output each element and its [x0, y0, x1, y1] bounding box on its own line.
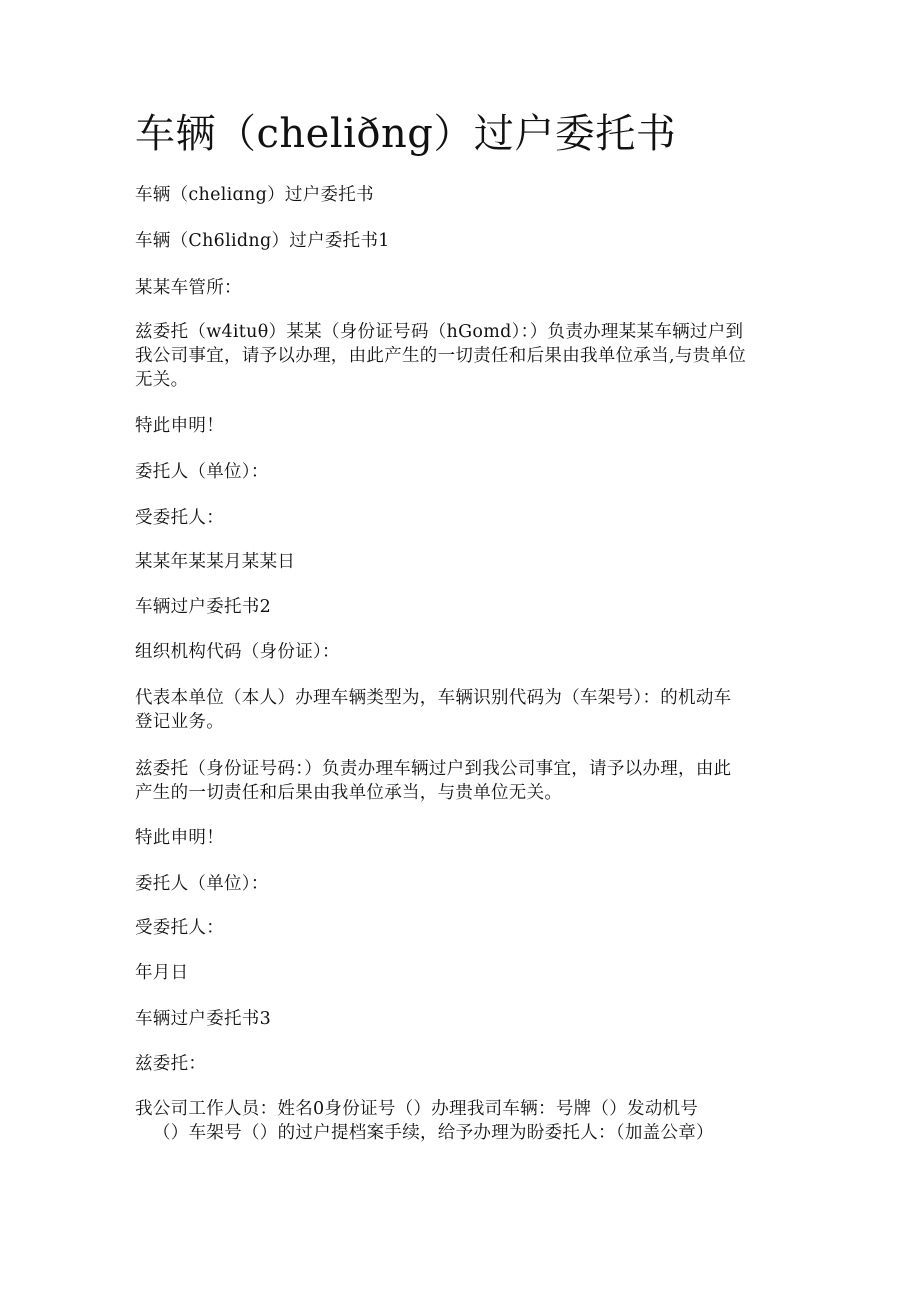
paragraph-line: 我公司事宜，请予以办理，由此产生的一切责任和后果由我单位承当,与贵单位: [135, 346, 747, 366]
paragraph-text: 委托人（单位）：: [135, 874, 269, 894]
paragraph-line: 代表本单位（本人）办理车辆类型为，车辆识别代码为（车架号）：的机动车: [135, 688, 732, 708]
section-heading-3: [135, 1007, 785, 1031]
paragraph-text: 组织机构代码（身份证）：: [135, 642, 340, 662]
section-heading-2: [135, 595, 785, 619]
paragraph-text: 委托人（单位）：: [135, 462, 269, 482]
subtitle-line: [135, 183, 785, 207]
paragraph-line: 我公司工作人员：姓名0身份证号（）办理我司车辆：号牌（）发动机号: [135, 1099, 699, 1119]
paragraph-text: 特此申明！: [135, 416, 224, 436]
body-paragraph-4: [135, 1097, 785, 1145]
paragraph-line: （）车架号（）的过户提档案手续，给予办理为盼委托人：（加盖公章）: [153, 1123, 714, 1143]
agent-line: [135, 506, 785, 530]
paragraph-text: 某某车管所：: [135, 278, 242, 298]
paragraph-text: 特此申明！: [135, 828, 224, 848]
paragraph-line: 无关。: [135, 370, 189, 390]
org-code-line: [135, 640, 785, 664]
paragraph-text: 车辆（Ch6lidng）过户委托书1: [135, 231, 390, 251]
section-heading-1: [135, 229, 785, 253]
paragraph-text: 年月日: [135, 963, 189, 983]
principal-line: [135, 460, 785, 484]
declaration-line: [135, 826, 785, 850]
date-line: [135, 961, 785, 985]
paragraph-line: 登记业务。: [135, 712, 224, 732]
paragraph-text: 受委托人：: [135, 918, 224, 938]
addressee-line: [135, 276, 785, 300]
document-title: 车辆（cheliðng）过户委托书: [135, 111, 677, 157]
principal-line: [135, 872, 785, 896]
paragraph-text: 车辆过户委托书2: [135, 597, 272, 617]
paragraph-text: 车辆过户委托书3: [135, 1009, 272, 1029]
body-paragraph-1: [135, 320, 785, 392]
paragraph-text: 兹委托：: [135, 1054, 207, 1074]
paragraph-line: 产生的一切责任和后果由我单位承当，与贵单位无关。: [135, 783, 563, 803]
date-line: [135, 550, 785, 574]
paragraph-line: 兹委托（身份证号码：）负责办理车辆过户到我公司事宜，请予以办理，由此: [135, 759, 732, 779]
paragraph-text: 某某年某某月某某日: [135, 552, 296, 572]
declaration-line: [135, 414, 785, 438]
paragraph-text: 车辆（cheliɑng）过户委托书: [135, 185, 374, 205]
body-paragraph-2: [135, 686, 785, 734]
body-paragraph-3: [135, 757, 785, 805]
entrust-line: [135, 1052, 785, 1076]
paragraph-line: 兹委托（w4ituθ）某某（身份证号码（hGomd）：）负责办理某某车辆过户到: [135, 322, 744, 342]
agent-line: [135, 916, 785, 940]
paragraph-text: 受委托人：: [135, 508, 224, 528]
